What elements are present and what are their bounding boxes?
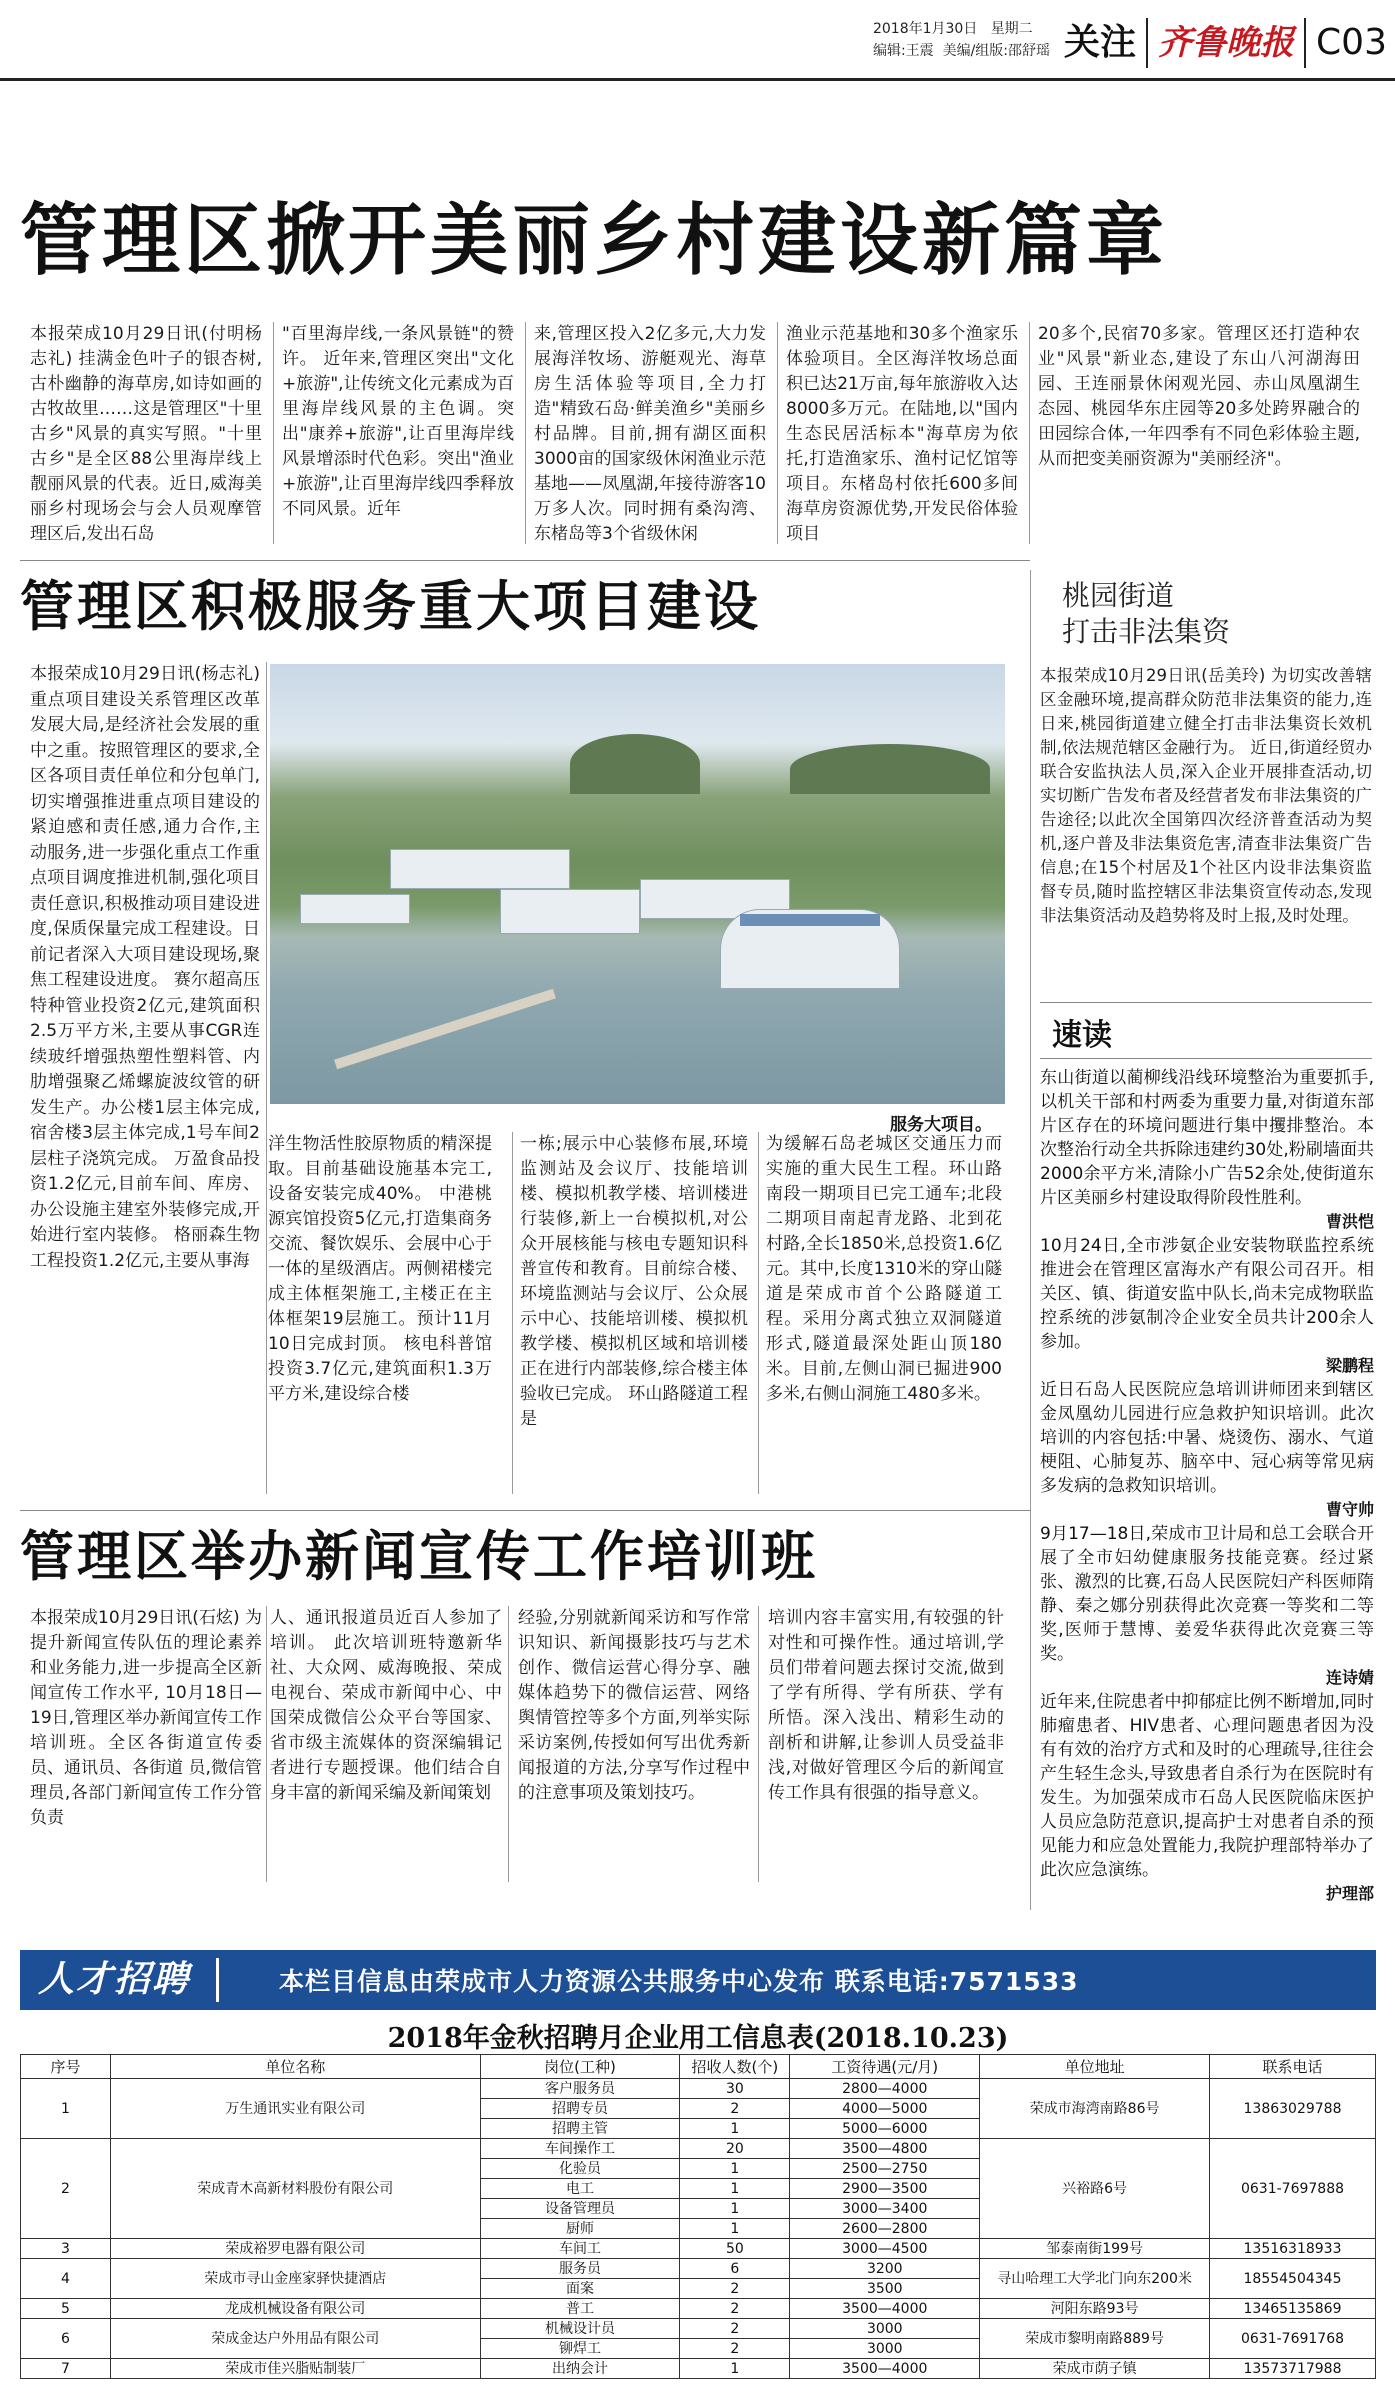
sudu-item-author: 连诗婧 (1325, 1668, 1374, 1687)
cell-count: 2 (680, 2299, 790, 2319)
article3-column-1: 本报荣成10月29日讯(石炫) 为提升新闻宣传队伍的理论素养和业务能力,进一步提高全区新闻宣传工作水平, 10月18日—19日,管理区举办新闻宣传工作培训班。全区各街道宣传委员、通讯员、各街道 员,微信管理员,各部门新闻宣传工作分管负责 (30, 1608, 262, 1828)
cell-phone: 13465135869 (1210, 2299, 1376, 2319)
recruit-banner (20, 1950, 1376, 2010)
cell-company: 荣成青木高新材料股份有限公司 (110, 2139, 480, 2239)
jobs-table-header (21, 2055, 1376, 2079)
cell-salary: 3000 (790, 2339, 980, 2359)
cell-position: 车间工 (480, 2239, 680, 2259)
cell-salary: 2600—2800 (790, 2219, 980, 2239)
cell-phone: 18554504345 (1210, 2259, 1376, 2299)
article1-column-3: 来,管理区投入2亿多元,大力发展海洋牧场、游艇观光、海草房生活体验等项目,全力打造"精致石岛·鲜美渔乡"美丽乡村品牌。目前,拥有湖区面积3000亩的国家级休闲渔业示范基地——凤凰湖,年接待游客10万多人次。同时拥有桑沟湾、东楮岛等3个省级休闲 (534, 324, 766, 544)
article2-column-4: 为缓解石岛老城区交通压力而实施的重大民生工程。环山路南段一期项目已完工通车;北段二期项目南起青龙路、北到花村路,全长1850米,总投资1.6亿元。其中,长度1310米的穿山隧道是荣成市首个公路隧道工程。采用分离式独立双洞隧道形式,隧道最深处距山顶180米。目前,左侧山洞已掘进900多米,右侧山洞施工480多米。 (766, 1134, 1002, 1404)
newspaper-logo: 齐鲁晚报 (1148, 18, 1306, 68)
article1-column-4: 渔业示范基地和30多个渔家乐体验项目。全区海洋牧场总面积已达21万亩,每年旅游收入达8000多万元。在陆地,以"国内生态民居活标本"海草房为依托,打造渔家乐、渔村记忆馆等项目。东楮岛村依托600多间海草房资源优势,开发民俗体验项目 (786, 324, 1018, 544)
cell-count: 20 (680, 2139, 790, 2159)
sudu-item-author: 曹洪恺 (1325, 1212, 1374, 1231)
sidebar-headline-line2: 打击非法集资 (1062, 615, 1231, 648)
article1-column-5: 20多个,民宿70多家。管理区还打造种农业"风景"新业态,建设了东山八河湖海田园、王连丽景休闲观光园、赤山凤凰湖生态园、桃园华东庄园等20多处跨界融合的田园综合体,一年四季有不同色彩体验主题,从而把变美丽资源为"美丽经济"。 (1038, 324, 1360, 469)
column-divider (758, 1132, 759, 1494)
cell-no: 7 (21, 2359, 111, 2379)
cell-position: 铆焊工 (480, 2339, 680, 2359)
photo-building (300, 894, 410, 924)
cell-no: 3 (21, 2239, 111, 2259)
column-divider (266, 662, 267, 1494)
cell-phone: 0631-7691768 (1210, 2319, 1376, 2359)
cell-no: 4 (21, 2259, 111, 2299)
cell-salary: 3500—4000 (790, 2359, 980, 2379)
masthead (873, 18, 1387, 72)
issue-weekday: 星期二 (990, 21, 1033, 37)
photo-roof (740, 914, 880, 926)
header-address: 单位地址 (980, 2055, 1210, 2079)
cell-position: 机械设计员 (480, 2319, 680, 2339)
jobs-table (20, 2054, 1376, 2379)
cell-address: 兴裕路6号 (980, 2139, 1210, 2239)
sudu-item-author: 护理部 (1325, 1884, 1374, 1903)
photo-building (390, 849, 570, 889)
cell-count: 1 (680, 2359, 790, 2379)
sudu-item-author: 梁鹏程 (1325, 1356, 1374, 1375)
cell-salary: 3500 (790, 2279, 980, 2299)
header-phone: 联系电话 (1210, 2055, 1376, 2079)
cell-position: 厨师 (480, 2219, 680, 2239)
issue-date: 2018年1月30日 (872, 21, 978, 37)
sudu-item-body: 东山街道以蔺柳线沿线环境整治为重要抓手,以机关干部和村两委为重要力量,对街道东部片区存在的环境问题进行集中攫排整治。本次整治行动全共拆除违建约30处,粉刷墙面共2000余平方米,清除小广告52余处,使街道东片区美丽乡村建设取得阶段性胜利。 (1040, 1068, 1374, 1208)
masthead-rule (0, 78, 1395, 81)
article1-column-1: 本报荣成10月29日讯(付明杨志礼) 挂满金色叶子的银杏树,古朴幽静的海草房,如诗如画的古牧故里……这是管理区"十里古乡"风景的真实写照。"十里古乡"是全区88公里海岸线上靓丽风景的代表。近日,威海美丽乡村现场会与会人员观摩管理区后,发出石岛 (30, 324, 262, 544)
recruit-banner-text: 本栏目信息由荣成市人力资源公共服务中心发布 联系电话:7571533 (279, 1967, 1079, 1996)
sidebar-divider (1030, 570, 1031, 1910)
sudu-item-body: 9月17—18日,荣成市卫计局和总工会联合开展了全市妇幼健康服务技能竞赛。经过紧张、激烈的比赛,石岛人民医院妇产科医师隋静、秦之娜分别获得此次竞赛一等奖和二等奖,医师于慧博、姜爱华获得此次竞赛三等奖。 (1040, 1524, 1374, 1664)
header-no: 序号 (21, 2055, 111, 2079)
cell-position: 普工 (480, 2299, 680, 2319)
article2-headline: 管理区积极服务重大项目建设 (20, 575, 761, 638)
cell-count: 2 (680, 2279, 790, 2299)
cell-count: 6 (680, 2259, 790, 2279)
cell-count: 2 (680, 2339, 790, 2359)
column-divider (758, 1606, 759, 1882)
cell-position: 电工 (480, 2179, 680, 2199)
cell-phone: 0631-7697888 (1210, 2139, 1376, 2239)
cell-count: 50 (680, 2239, 790, 2259)
cell-no: 2 (21, 2139, 111, 2239)
construction-site-photo (270, 664, 1005, 1104)
cell-position: 招聘主管 (480, 2119, 680, 2139)
column-divider (777, 322, 778, 544)
masthead-meta (873, 18, 1050, 62)
column-divider (508, 1606, 509, 1882)
sudu-item (1040, 1066, 1374, 1234)
cell-company: 万生通讯实业有限公司 (110, 2079, 480, 2139)
cell-salary: 2500—2750 (790, 2159, 980, 2179)
cell-count: 1 (680, 2179, 790, 2199)
sudu-item-body: 近日石岛人民医院应急培训讲师团来到辖区金凤凰幼儿园进行应急救护知识培训。此次培训的内容包括:中暑、烧烫伤、溺水、气道梗阻、心肺复苏、脑卒中、冠心病等常见病多发病的急救知识培训。 (1040, 1380, 1374, 1496)
sudu-title: 速读 (1052, 1018, 1112, 1053)
cell-address: 寻山哈理工大学北门向东200米 (980, 2259, 1210, 2299)
editor-credit: 编辑:王震 (872, 43, 934, 59)
cell-salary: 3500—4800 (790, 2139, 980, 2159)
cell-phone: 13516318933 (1210, 2239, 1376, 2259)
cell-salary: 2900—3500 (790, 2179, 980, 2199)
sudu-item-body: 近年来,住院患者中抑郁症比例不断增加,同时肺瘤患者、HIV患者、心理问题患者因为没有有效的治疗方式和及时的心理疏导,往往会产生轻生念头,导致患者自杀行为在医院时有发生。为加强荣成市石岛人民医院临床医护人员应急防范意识,提高护士对患者自杀的预见能力和应急处置能力,我院护理部特举办了此次应急演练。 (1040, 1692, 1374, 1880)
article1-column-2: "百里海岸线,一条风景链"的赞许。 近年来,管理区突出"文化+旅游",让传统文化元素成为百里海岸线风景的主色调。突出"康养+旅游",让百里海岸线风景增添时代色彩。突出"渔业+旅游",让百里海岸线四季释放不同风景。近年 (282, 324, 514, 519)
cell-no: 6 (21, 2319, 111, 2359)
cell-count: 2 (680, 2099, 790, 2119)
sudu-item (1040, 1690, 1374, 1906)
cell-company: 荣成市佳兴脂贴制装厂 (110, 2359, 480, 2379)
header-position: 岗位(工种) (480, 2055, 680, 2079)
cell-position: 客户服务员 (480, 2079, 680, 2099)
sudu-item (1040, 1378, 1374, 1522)
jobs-table-body (21, 2079, 1376, 2379)
section-divider (20, 560, 1030, 561)
cell-company: 荣成金达户外用品有限公司 (110, 2319, 480, 2359)
cell-count: 30 (680, 2079, 790, 2099)
cell-phone: 13863029788 (1210, 2079, 1376, 2139)
section-divider (20, 1510, 1030, 1511)
cell-position: 面案 (480, 2279, 680, 2299)
cell-salary: 3500—4000 (790, 2299, 980, 2319)
article1-headline: 管理区掀开美丽乡村建设新篇章 (20, 196, 1169, 286)
section-name: 关注 (1064, 18, 1148, 68)
sudu-item (1040, 1234, 1374, 1378)
cell-count: 2 (680, 2319, 790, 2339)
header-salary: 工资待遇(元/月) (790, 2055, 980, 2079)
cell-salary: 3000—3400 (790, 2199, 980, 2219)
table-row (21, 2139, 1376, 2159)
header-company: 单位名称 (110, 2055, 480, 2079)
cell-no: 5 (21, 2299, 111, 2319)
column-divider (1029, 322, 1030, 544)
article2-column-3: 一栋;展示中心装修布展,环境监测站及会议厅、技能培训楼、模拟机教学楼、培训楼进行装修,新上一台模拟机,对公众开展核能与核电专题知识科普宣传和教育。目前综合楼、环境监测站与会议厅、公众展示中心、技能培训楼、模拟机教学楼、模拟机区域和培训楼正在进行内部装修,综合楼主体验收已完成。 环山路隧道工程是 (520, 1134, 748, 1429)
cell-salary: 3200 (790, 2259, 980, 2279)
cell-address: 荣成市荫子镇 (980, 2359, 1210, 2379)
sidebar-headline-line1: 桃园街道 (1062, 579, 1175, 612)
photo-pier (334, 989, 556, 1070)
article2-column-1: 本报荣成10月29日讯(杨志礼) 重点项目建设关系管理区改革发展大局,是经济社会发展的重中之重。按照管理区的要求,全区各项目责任单位和分包单门,切实增强推进重点项目建设的紧迫感和责任感,通力合作,主动服务,进一步强化重点工作重点项目调度推进机制,强化项目责任意识,积极推动项目建设进度,保质保量完成工程建设。日前记者深入大项目建设现场,聚焦工程建设进度。 赛尔超高压特种管业投资2亿元,建筑面积2.5万平方米,主要从事CGR连续玻纤增强热塑性塑料管、内肋增强聚乙烯螺旋波纹管的研发生产。办公楼1层主体完成,宿舍楼3层主体完成,1号车间2层柱子浇筑完成。 万盈食品投资1.2亿元,目前车间、库房、办公设施主建室外装修完成,开始进行室内装修。 格丽森生物工程投资1.2亿元,主要从事海 (30, 664, 260, 1271)
cell-salary: 3000 (790, 2319, 980, 2339)
cell-position: 车间操作工 (480, 2139, 680, 2159)
cell-position: 招聘专员 (480, 2099, 680, 2119)
table-row (21, 2239, 1376, 2259)
article3-column-3: 经验,分别就新闻采访和写作常识知识、新闻摄影技巧与艺术创作、微信运营心得分享、融媒体趋势下的微信运营、网络舆情管控等多个方面,列举实际采访案例,传授如何写出优秀新闻报道的方法,分享写作过程中的注意事项及策划技巧。 (518, 1608, 750, 1803)
cell-address: 河阳东路93号 (980, 2299, 1210, 2319)
article3-headline: 管理区举办新闻宣传工作培训班 (20, 1525, 818, 1588)
cell-count: 1 (680, 2199, 790, 2219)
article2-column-2: 洋生物活性胶原物质的精深提取。目前基础设施基本完工,设备安装完成40%。 中港桃源宾馆投资5亿元,打造集商务交流、餐饮娱乐、会展中心于一体的星级酒店。两侧裙楼完成主体框架施工,主楼正在主体框架19层施工。预计11月10日完成封顶。 核电科普馆投资3.7亿元,建筑面积1.3万平方米,建设综合楼 (268, 1134, 492, 1404)
sidebar-article-body: 本报荣成10月29日讯(岳美玲) 为切实改善辖区金融环境,提高群众防范非法集资的能力,连日来,桃园街道建立健全打击非法集资长效机制,依法规范辖区金融行为。 近日,街道经贸办联合安监执法人员,深入企业开展排查活动,切实切断广告发布者及经营者发布非法集资的广告途径;以此次全国第四次经济普查活动为契机,逐户普及非法集资危害,清查非法集资广告信息;在15个村居及1个社区内设非法集资监督专员,随时监控辖区非法集资宣传动态,发现非法集资活动及趋势将及时上报,及时处理。 (1040, 666, 1372, 925)
cell-count: 1 (680, 2159, 790, 2179)
table-row (21, 2079, 1376, 2099)
cell-position: 出纳会计 (480, 2359, 680, 2379)
sudu-list (1040, 1066, 1374, 1906)
cell-company: 龙成机械设备有限公司 (110, 2299, 480, 2319)
sudu-rule (1040, 1058, 1372, 1059)
column-divider (512, 1132, 513, 1494)
table-row (21, 2299, 1376, 2319)
sudu-item (1040, 1522, 1374, 1690)
column-divider (273, 322, 274, 544)
cell-phone: 13573717988 (1210, 2359, 1376, 2379)
cell-count: 1 (680, 2119, 790, 2139)
sudu-item-author: 曹守帅 (1325, 1500, 1374, 1519)
photo-building (500, 889, 640, 934)
photo-caption: 服务大项目。 (890, 1115, 992, 1135)
recruit-logo: 人才招聘 (20, 1958, 219, 2002)
table-row (21, 2259, 1376, 2279)
page-number: C03 (1316, 22, 1387, 63)
cell-position: 化验员 (480, 2159, 680, 2179)
column-divider (525, 322, 526, 544)
photo-hill (790, 744, 990, 794)
cell-salary: 5000—6000 (790, 2119, 980, 2139)
cell-address: 荣成市海湾南路86号 (980, 2079, 1210, 2139)
designer-credit: 美编/组版:邵舒瑶 (942, 43, 1051, 59)
photo-hill (570, 734, 700, 794)
cell-company: 荣成市寻山金座家驿快捷酒店 (110, 2259, 480, 2299)
sudu-rule (1040, 1002, 1372, 1003)
cell-count: 1 (680, 2219, 790, 2239)
cell-salary: 3000—4500 (790, 2239, 980, 2259)
table-row (21, 2319, 1376, 2339)
cell-address: 邹泰南街199号 (980, 2239, 1210, 2259)
jobs-table-title: 2018年金秋招聘月企业用工信息表(2018.10.23) (387, 2023, 1009, 2054)
cell-company: 荣成裕罗电器有限公司 (110, 2239, 480, 2259)
column-divider (266, 1606, 267, 1882)
cell-address: 荣成市黎明南路889号 (980, 2319, 1210, 2359)
article3-column-4: 培训内容丰富实用,有较强的针对性和可操作性。通过培训,学员们带着问题去探讨交流,做到了学有所得、学有所获、学有所悟。深入浅出、精彩生动的剖析和讲解,让参训人员受益非浅,对做好管理区今后的新闻宣传工作具有很强的指导意义。 (768, 1608, 1004, 1803)
table-row (21, 2359, 1376, 2379)
cell-position: 服务员 (480, 2259, 680, 2279)
cell-salary: 4000—5000 (790, 2099, 980, 2119)
header-count: 招收人数(个) (680, 2055, 790, 2079)
article3-column-2: 人、通讯报道员近百人参加了培训。 此次培训班特邀新华社、大众网、威海晚报、荣成电视台、荣成市新闻中心、中国荣成微信公众平台等国家、省市级主流媒体的资深编辑记者进行专题授课。他们结合自身丰富的新闻采编及新闻策划 (270, 1608, 502, 1803)
cell-no: 1 (21, 2079, 111, 2139)
cell-salary: 2800—4000 (790, 2079, 980, 2099)
cell-position: 设备管理员 (480, 2199, 680, 2219)
sudu-item-body: 10月24日,全市涉氨企业安装物联监控系统推进会在管理区富海水产有限公司召开。相关区、镇、街道安监中队长,尚未完成物联监控系统的涉氨制冷企业安全员共计200余人参加。 (1040, 1236, 1374, 1352)
